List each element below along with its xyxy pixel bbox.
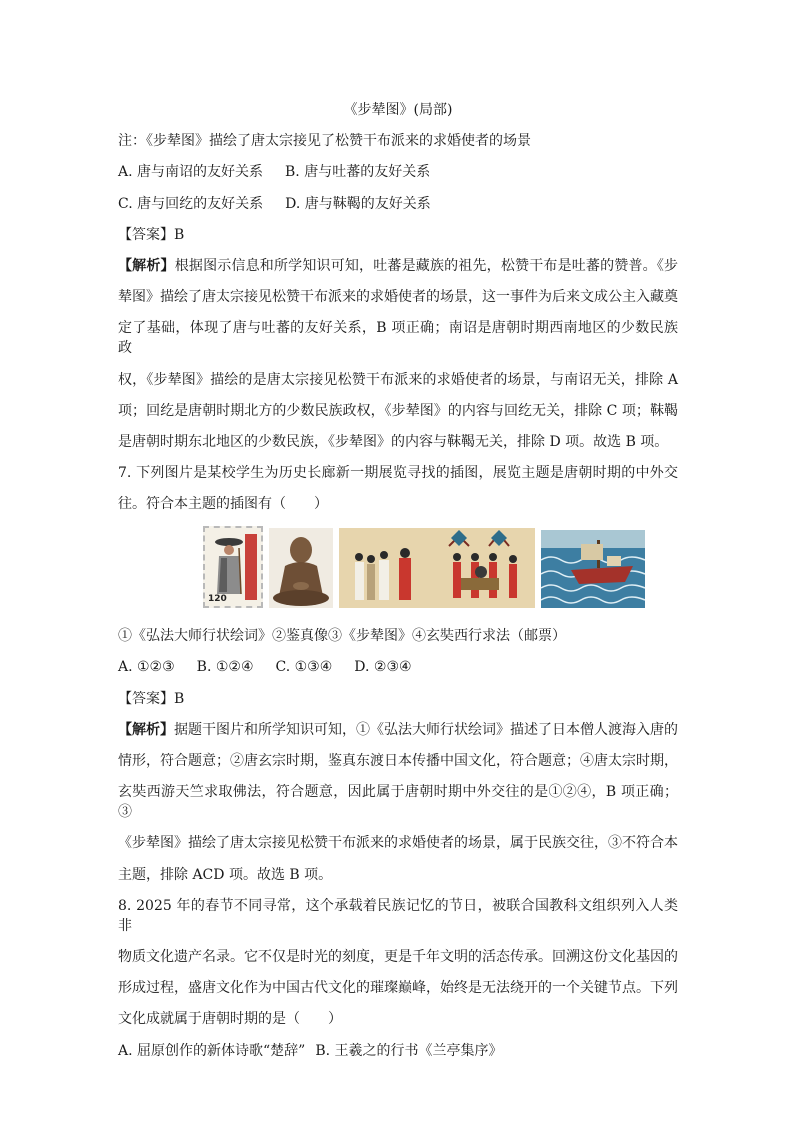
q7-analysis-line: 主题，排除 ACD 项。故选 B 项。 — [118, 866, 333, 883]
q7-answer: 【答案】B — [118, 690, 185, 707]
q7-stem: 7. 下列图片是某校学生为历史长廊新一期展览寻找的插图，展览主题是唐朝时期的中外交 — [118, 465, 678, 482]
q8-stem: 形成过程，盛唐文化作为中国古代文化的璀璨巅峰，始终是无法绕开的一个关键节点。下列 — [118, 980, 678, 997]
q7-image-captions: ①《弘法大师行状绘词》②鉴真像③《步辇图》④玄奘西行求法（邮票） — [118, 628, 566, 645]
q8-options-row — [118, 1041, 678, 1061]
q6-option-a[interactable]: A. 唐与南诏的友好关系 — [118, 164, 264, 181]
q6-analysis-line: 是唐朝时期东北地区的少数民族，《步辇图》的内容与靺鞨无关，排除 D 项。故选 B 项。 — [118, 433, 669, 450]
q6-options-row-1 — [118, 162, 678, 182]
q7-option-c[interactable]: C. ①③④ — [275, 659, 333, 676]
q6-answer: 【答案】B — [118, 226, 185, 243]
jianzhen-statue-image — [269, 528, 333, 608]
q6-analysis-line: 辇图》描绘了唐太宗接见松赞干布派来的求婚使者的场景，这一事件为后来文成公主入藏奠 — [118, 289, 678, 306]
q7-analysis-line: 玄奘西游天竺求取佛法，符合题意，因此属于唐朝时期中外交往的是①②④，B 项正确；③ — [118, 784, 678, 821]
q7-analysis-line: 《步辇图》描绘了唐太宗接见松赞干布派来的求婚使者的场景，属于民族交往，③不符合本 — [118, 835, 678, 852]
q7-option-a[interactable]: A. ①②③ — [118, 659, 175, 676]
stamp-denomination: 120 — [208, 594, 227, 605]
q6-option-c[interactable]: C. 唐与回纥的友好关系 — [118, 195, 264, 212]
q7-analysis-label: 【解析】 — [118, 721, 174, 738]
kobo-daishi-scroll-image — [541, 530, 645, 608]
q7-analysis-line — [118, 720, 678, 740]
q6-analysis-text: 根据图示信息和所学知识可知，吐蕃是藏族的祖先，松赞干布是吐蕃的赞普。《步 — [174, 257, 678, 274]
q6-option-d[interactable]: D. 唐与靺鞨的友好关系 — [285, 195, 431, 212]
q6-analysis-label: 【解析】 — [118, 257, 175, 274]
q7-images-row — [170, 526, 678, 608]
q8-option-b[interactable]: B. 王羲之的行书《兰亭集序》 — [315, 1042, 503, 1059]
q7-option-d[interactable]: D. ②③④ — [354, 659, 412, 676]
q6-analysis-line: 项；回纥是唐朝时期北方的少数民族政权，《步辇图》的内容与回纥无关，排除 C 项；靺鞨 — [118, 402, 678, 419]
q6-note: 注：《步辇图》描绘了唐太宗接见了松赞干布派来的求婚使者的场景 — [118, 133, 531, 150]
xuanzang-stamp-image — [203, 526, 263, 608]
q7-options-row — [118, 657, 678, 677]
q7-option-b[interactable]: B. ①②④ — [196, 659, 254, 676]
figure-caption: 《步辇图》(局部) — [343, 102, 453, 118]
q8-stem: 文化成就属于唐朝时期的是（ ） — [118, 1011, 342, 1028]
jianzhen-statue-illustration — [269, 528, 333, 608]
q6-option-b[interactable]: B. 唐与吐蕃的友好关系 — [285, 164, 431, 181]
page-content — [118, 100, 678, 1072]
q8-stem: 物质文化遗产名录。它不仅是时光的刻度，更是千年文明的活态传承。回溯这份文化基因的 — [118, 948, 678, 965]
q6-analysis-line — [118, 256, 678, 276]
bunian-painting-illustration — [339, 528, 535, 608]
q8-stem: 8. 2025 年的春节不同寻常，这个承载着民族记忆的节日，被联合国教科文组织列入人类非 — [118, 897, 678, 934]
q7-analysis-line: 情形，符合题意；②唐玄宗时期，鉴真东渡日本传播中国文化，符合题意；④唐太宗时期， — [118, 753, 678, 769]
q6-options-row-2 — [118, 194, 678, 214]
q6-analysis-line: 权，《步辇图》描绘的是唐太宗接见松赞干布派来的求婚使者的场景，与南诏无关，排除 A — [118, 371, 678, 388]
bunian-painting-image — [339, 528, 535, 608]
q7-analysis-text: 据题干图片和所学知识可知，①《弘法大师行状绘词》描述了日本僧人渡海入唐的 — [174, 721, 678, 738]
q8-option-a[interactable]: A. 屈原创作的新体诗歌“楚辞” — [118, 1042, 306, 1059]
q7-stem: 往。符合本主题的插图有（ ） — [118, 496, 328, 513]
ship-at-sea-illustration — [541, 530, 645, 608]
q6-analysis-line: 定了基础，体现了唐与吐蕃的友好关系，B 项正确；南诏是唐朝时期西南地区的少数民族政 — [118, 320, 678, 357]
